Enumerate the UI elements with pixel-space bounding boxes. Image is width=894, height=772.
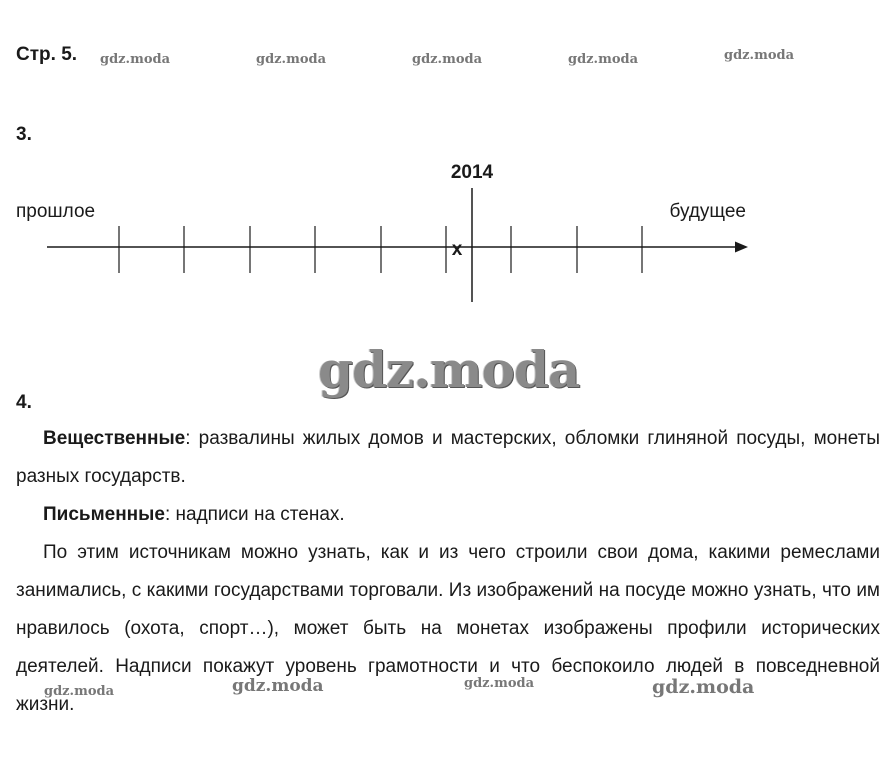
watermark: gdz.moda <box>100 52 171 67</box>
timeline-year-label: 2014 <box>450 162 494 183</box>
timeline-future-label: будущее <box>669 201 746 222</box>
watermark: gdz.moda <box>256 52 327 67</box>
conclusion-paragraph: По этим источникам можно узнать, как и из чего строили свои дома, какими ремеслами занимались, с какими государствами торговали. Из изображений на посуде можно узнать, что им нравилось (охота, спорт…), может быть на монетах изображены профили исторических деятелей. Надписи покажут уровень грамотности и что беспокоило людей в повседневной жизни. <box>16 542 880 715</box>
timeline-marker: x <box>451 239 463 260</box>
timeline-past-label: прошлое <box>16 201 96 222</box>
material-sources-text: : развалины жилых домов и мастерских, обломки глиняной посуды, монеты разных государств. <box>16 428 880 487</box>
watermark: gdz.moda <box>44 684 115 699</box>
timeline-arrowhead <box>735 242 748 253</box>
watermark: gdz.moda <box>412 52 483 67</box>
material-sources-paragraph <box>16 420 880 496</box>
watermark: gdz.moda <box>568 52 639 67</box>
written-sources-text: : надписи на стенах. <box>164 504 345 525</box>
material-sources-title: Вещественные <box>43 428 186 449</box>
watermark: gdz.moda <box>464 676 535 691</box>
task-4-number: 4. <box>16 392 32 413</box>
watermark: gdz.moda <box>724 48 795 63</box>
page-header: Стр. 5. <box>16 44 78 65</box>
watermark: gdz.moda <box>232 676 324 696</box>
watermark: gdz.moda <box>652 676 755 698</box>
task-3-number: 3. <box>16 124 32 145</box>
timeline <box>0 150 894 310</box>
watermark-large: gdz.moda <box>318 340 580 399</box>
written-sources-title: Письменные <box>43 504 165 525</box>
written-sources-paragraph <box>16 496 880 534</box>
